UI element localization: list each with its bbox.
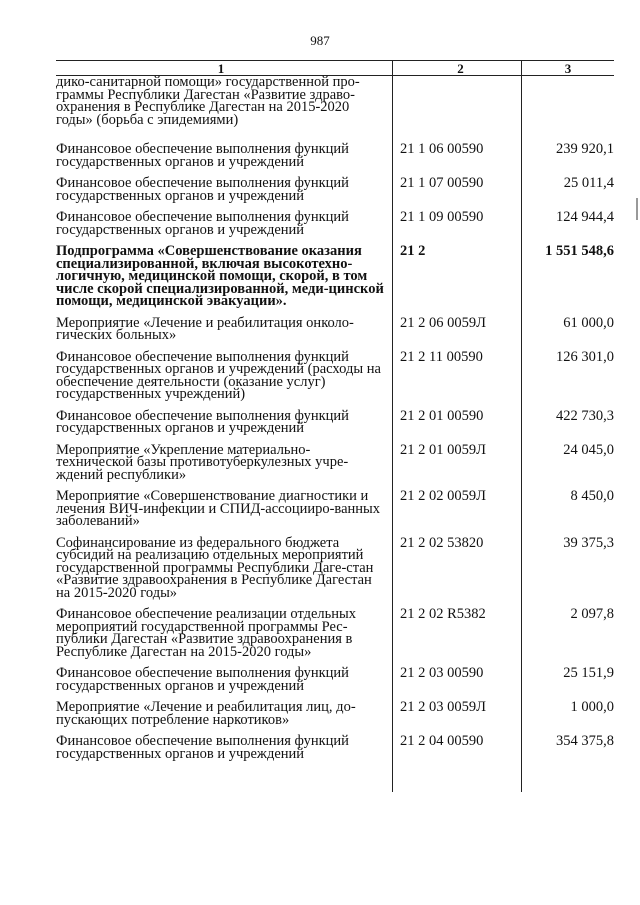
row-name: Финансовое обеспечение выполнения функций государственных органов и учреждений: [56, 733, 349, 762]
table-tail: [56, 760, 614, 792]
row-name: Подпрограмма «Совершенствование оказания специализированной, включая высокотехно-логичную, медицинской помощи, скорой, в том числе скорой специализированной, меди-цинской помощи, медицинской эвакуации».: [56, 243, 384, 309]
row-code: 21 2 03 00590: [393, 667, 522, 692]
row-name: Финансовое обеспечение выполнения функций государственных органов и учреждений: [56, 209, 349, 238]
row-name: Финансовое обеспечение выполнения функций государственных органов и учреждений (расходы на обеспечение деятельности (оказание услуг) государственных учреждений): [56, 348, 381, 402]
row-code: 21 2 06 0059Л: [393, 317, 522, 342]
row-name: Финансовое обеспечение выполнения функций государственных органов и учреждений: [56, 141, 349, 170]
row-code: 21 1 06 00590: [393, 143, 522, 168]
row-code: 21 2 02 0059Л: [393, 490, 522, 528]
row-code: 21 2 11 00590: [393, 351, 522, 401]
table-row: [56, 667, 614, 692]
budget-table: [56, 60, 614, 792]
column-header-2: 2: [393, 61, 522, 76]
row-amount: 1 000,0: [570, 699, 614, 715]
row-name: Мероприятие «Лечение и реабилитация онколо-гических больных»: [56, 314, 354, 343]
scan-edge-mark: [636, 198, 638, 220]
table-row: [56, 351, 614, 401]
row-amount: 239 920,1: [556, 141, 614, 157]
row-amount: 124 944,4: [556, 209, 614, 225]
table-row: [56, 76, 614, 127]
table-row: [56, 701, 614, 726]
table-row: [56, 490, 614, 528]
row-code: 21 1 09 00590: [393, 211, 522, 236]
row-code: 21 2 03 0059Л: [393, 701, 522, 726]
table-row: [56, 537, 614, 600]
row-amount: 126 301,0: [556, 348, 614, 365]
row-amount: 422 730,3: [556, 407, 614, 424]
table-row: [56, 608, 614, 658]
page-number: 987: [310, 33, 330, 48]
row-amount: 2 097,8: [570, 606, 614, 622]
row-code: 21 1 07 00590: [393, 177, 522, 202]
table-row: [56, 245, 614, 308]
row-name: Мероприятие «Совершенствование диагностики и лечения ВИЧ-инфекции и СПИД-ассоцииро-ванных заболеваний»: [56, 488, 381, 529]
row-amount: 354 375,8: [556, 733, 614, 749]
table-row: [56, 410, 614, 435]
table-row: [56, 143, 614, 168]
column-header-3: 3: [522, 61, 615, 76]
row-name: Финансовое обеспечение выполнения функций государственных органов и учреждений: [56, 407, 349, 436]
row-amount: 1 551 548,6: [545, 243, 614, 259]
row-amount: 25 151,9: [563, 665, 614, 681]
table-row: [56, 177, 614, 202]
table-row: [56, 444, 614, 482]
row-code: 21 2 04 00590: [393, 735, 522, 760]
row-amount: 8 450,0: [570, 488, 614, 504]
row-name: Софинансирование из федерального бюджета субсидий на реализацию отдельных мероприятий государственной программы Республики Даге-стан «Развитие здравоохранения в Республике Дагестан на 2015-2020 годы»: [56, 534, 374, 601]
intro-text: дико-санитарной помощи» государственной про-граммы Республики Дагестан «Развитие здраво-охранения в Республике Дагестан на 2015-2020 годы» (борьба с эпидемиями): [56, 74, 360, 128]
row-code: 21 2 02 R5382: [393, 608, 522, 658]
table-row: [56, 317, 614, 342]
row-name: Мероприятие «Лечение и реабилитация лиц, до-пускающих потребление наркотиков»: [56, 699, 356, 728]
row-name: Финансовое обеспечение реализации отдельных мероприятий государственной программы Рес-публики Дагестан «Развитие здравоохранения в Республике Дагестан на 2015-2020 годы»: [56, 606, 357, 660]
row-amount: 61 000,0: [563, 314, 614, 331]
row-code: 21 2: [393, 245, 522, 308]
row-amount: 25 011,4: [563, 175, 614, 191]
table-row: [56, 211, 614, 236]
row-code: 21 2 01 00590: [393, 410, 522, 435]
row-name: Мероприятие «Укрепление материально-технической базы противотуберкулезных учре-ждений республики»: [56, 441, 349, 483]
table-row: [56, 735, 614, 760]
row-name: Финансовое обеспечение выполнения функций государственных органов и учреждений: [56, 665, 349, 694]
column-header-1: 1: [56, 61, 393, 76]
row-amount: 39 375,3: [563, 534, 614, 551]
row-name: Финансовое обеспечение выполнения функций государственных органов и учреждений: [56, 175, 349, 204]
row-code: 21 2 02 53820: [393, 537, 522, 600]
row-code: 21 2 01 0059Л: [393, 444, 522, 482]
row-amount: 24 045,0: [563, 441, 614, 458]
